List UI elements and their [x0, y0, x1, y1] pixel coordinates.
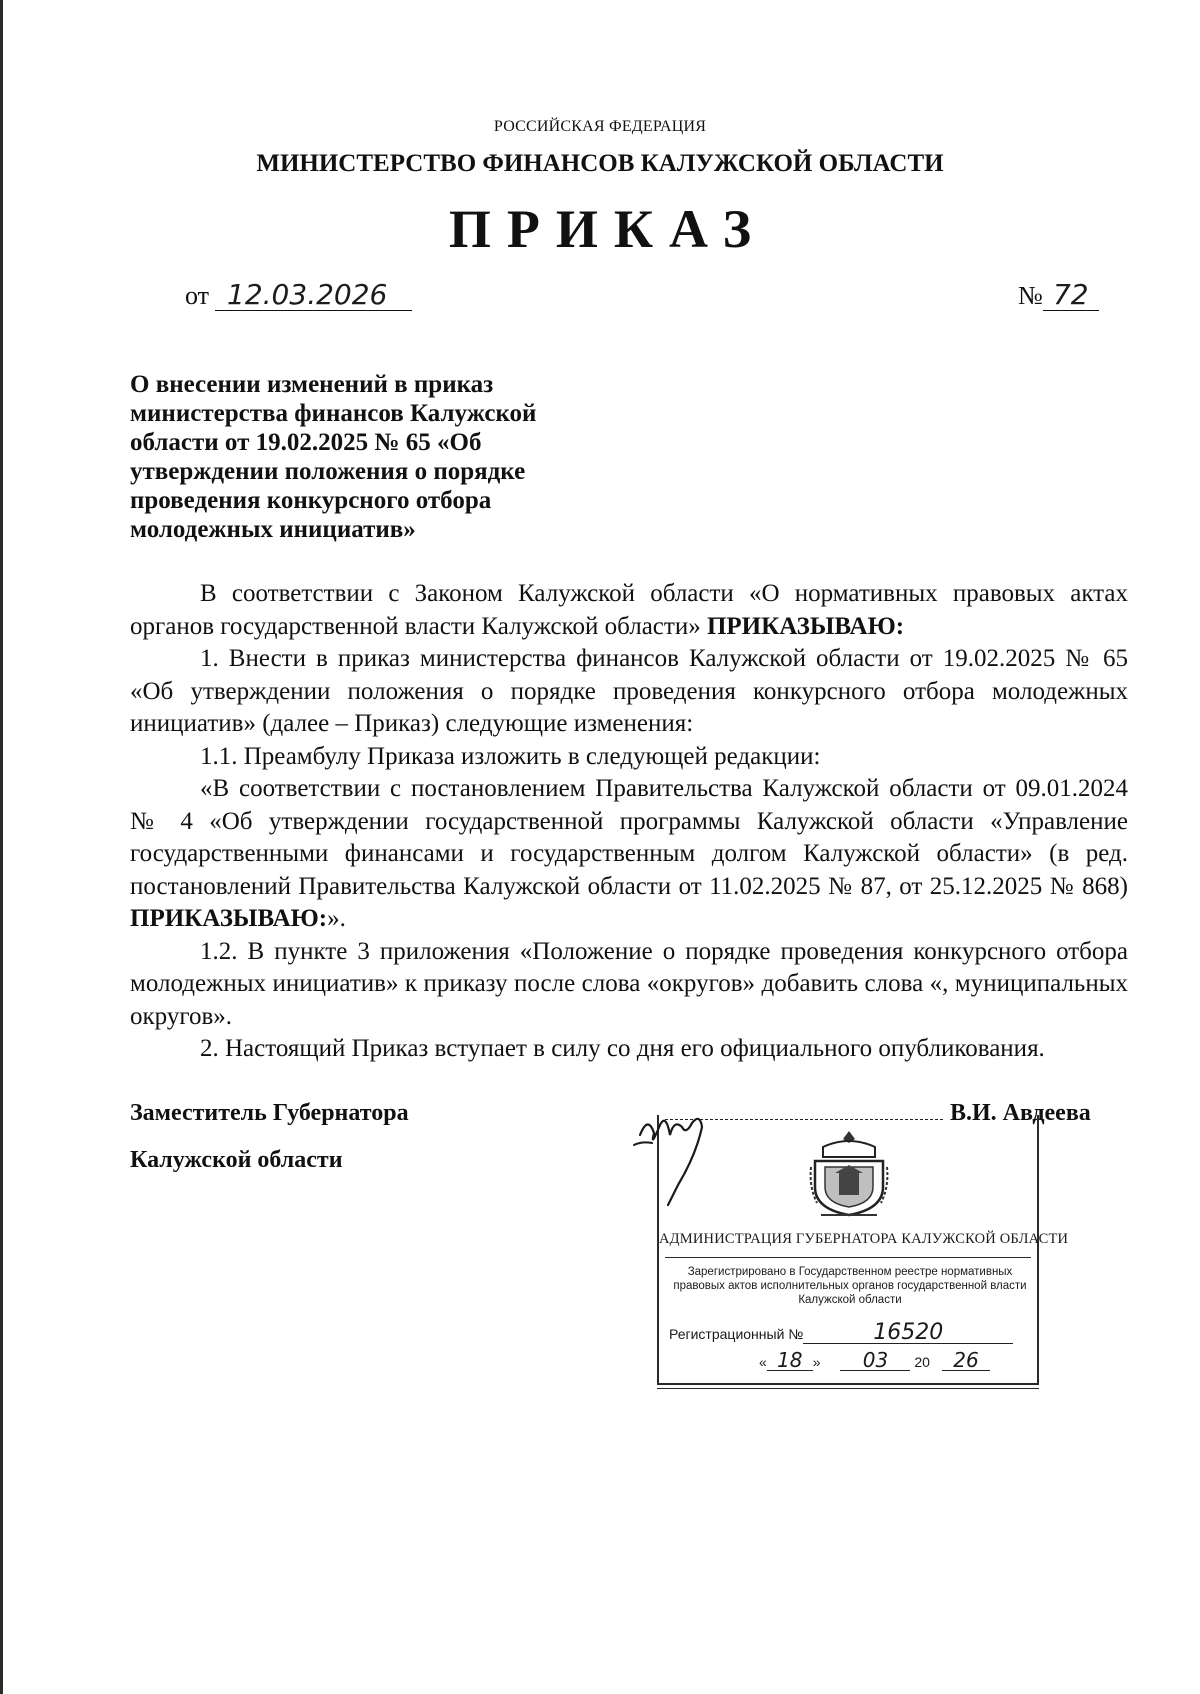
- document-type-title: ПРИКАЗ: [448, 199, 768, 259]
- registration-year: 26: [942, 1350, 990, 1371]
- signatory-name: В.И. Авдеева: [950, 1100, 1091, 1126]
- stamp-registration-number: Регистрационный № 16520: [669, 1323, 1013, 1344]
- order-number: 72: [1043, 280, 1099, 311]
- order-date: 12.03.2026: [215, 280, 412, 311]
- order-date-row: [185, 280, 412, 311]
- stamp-divider: [665, 1257, 1031, 1258]
- signatory-position: Заместитель Губернатора: [130, 1100, 409, 1126]
- order-keyword: ПРИКАЗЫВАЮ:: [130, 905, 328, 932]
- signatory-region: Калужской области: [130, 1147, 343, 1173]
- order-keyword: ПРИКАЗЫВАЮ:: [706, 612, 905, 640]
- paragraph-item-2: 2. Настоящий Приказ вступает в силу со дня его официального опубликования.: [200, 1035, 1045, 1062]
- subject-line: молодежных инициатив»: [130, 516, 416, 543]
- subject-line: министерства финансов Калужской: [130, 400, 537, 427]
- ministry-title: МИНИСТЕРСТВО ФИНАНСОВ КАЛУЖСКОЙ ОБЛАСТИ: [256, 150, 944, 177]
- paragraph-new-preamble: «В соответствии с постановлением Правительства Калужской области от 09.01.2024 № 4 «Об утверждении государственной программы Калужской области «Управление государственными финансами и государственным долгом Калужской области» (в ред. постановлений Правительства Калужской области от 11.02.2025 № 87, от 25.12.2025 № 868) ПРИКАЗЫВАЮ:».: [130, 775, 1128, 932]
- subject-line: утверждении положения о порядке: [130, 458, 526, 485]
- registration-day: 18: [767, 1350, 813, 1371]
- paragraph-item-1-1: 1.1. Преамбулу Приказа изложить в следующей редакции:: [200, 742, 821, 770]
- registration-number-value: 16520: [803, 1323, 1013, 1344]
- number-prefix: №: [1018, 281, 1043, 310]
- handwritten-signature: [630, 1105, 750, 1215]
- paragraph-preamble: В соответствии с Законом Калужской области «О нормативных правовых актах органов государственной власти Калужской области» ПРИКАЗЫВАЮ:: [130, 580, 1128, 640]
- coat-of-arms-icon: [809, 1127, 889, 1219]
- paragraph-item-1: 1. Внести в приказ министерства финансов Калужской области от 19.02.2025 № 65 «Об утверждении положения о порядке проведения конкурсного отбора молодежных инициатив» (далее – Приказ) следующие изменения:: [130, 645, 1128, 737]
- subject-line: проведения конкурсного отбора: [130, 487, 492, 514]
- stamp-registration-text: Зарегистрировано в Государственном реестре нормативных правовых актов исполнительных органов государственной власти Калужской области: [673, 1266, 1027, 1306]
- stamp-bottom-border: [657, 1388, 1039, 1389]
- registration-month: 03: [840, 1350, 910, 1371]
- stamp-registration-date: « 18 » 03 20 26: [759, 1350, 990, 1371]
- country-header: РОССИЙСКАЯ ФЕДЕРАЦИЯ: [493, 118, 707, 135]
- date-prefix: от: [185, 281, 210, 310]
- paragraph-item-1-2: 1.2. В пункте 3 приложения «Положение о порядке проведения конкурсного отбора молодежных инициатив» к приказу после слова «округов» добавить слова «, муниципальных округов».: [130, 937, 1128, 1030]
- stamp-admin-title: АДМИНИСТРАЦИЯ ГУБЕРНАТОРА КАЛУЖСКОЙ ОБЛАСТИ: [659, 1231, 1069, 1247]
- subject-line: области от 19.02.2025 № 65 «Об: [130, 429, 482, 456]
- order-subject: [130, 370, 560, 544]
- subject-line: О внесении изменений в приказ: [130, 371, 494, 398]
- order-number-row: [1018, 280, 1099, 311]
- order-body: [130, 578, 1128, 1066]
